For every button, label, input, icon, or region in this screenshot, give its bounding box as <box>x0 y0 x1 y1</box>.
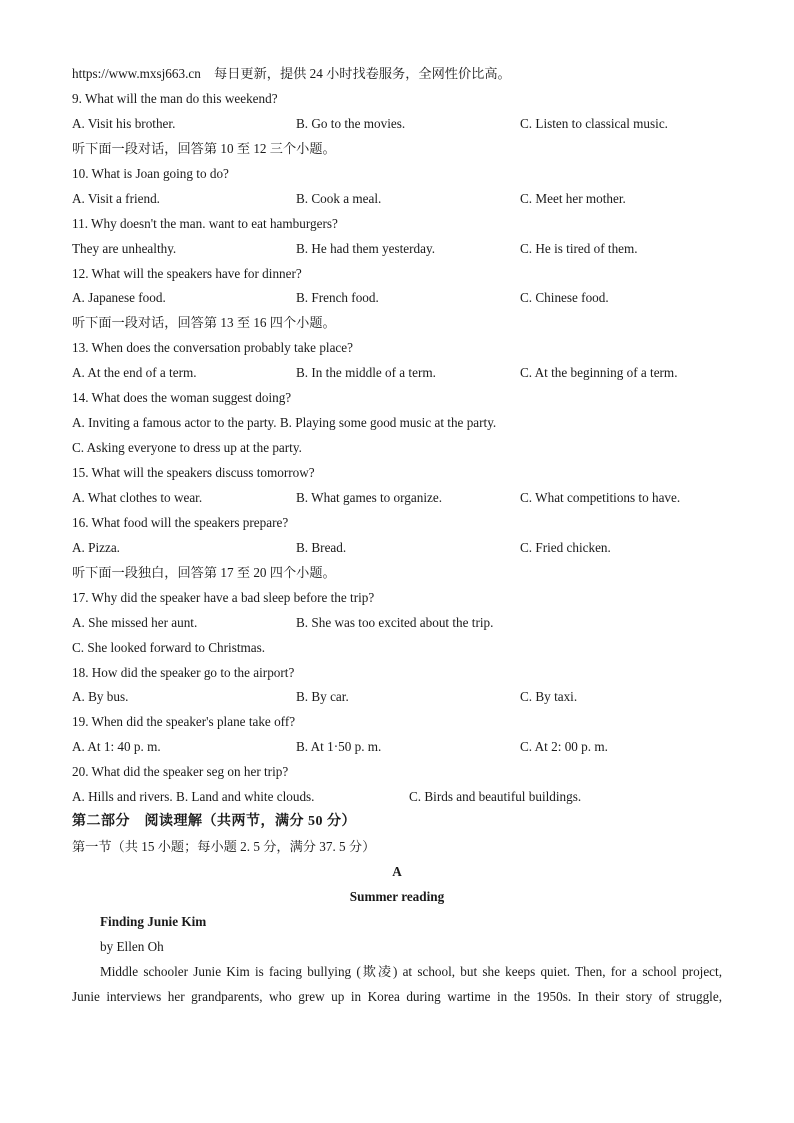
option-b: B. In the middle of a term. <box>296 365 436 381</box>
header-url: https://www.mxsj663.cn <box>72 66 201 81</box>
option-c: C. At the beginning of a term. <box>520 365 678 381</box>
options-17-c: C. She looked forward to Christmas. <box>72 639 266 655</box>
option-a: A. Visit his brother. <box>72 115 176 131</box>
instruction-10-12: 听下面一段对话，回答第 10 至 12 三个小题。 <box>72 140 336 156</box>
header-line <box>72 62 722 87</box>
question-12: 12. What will the speakers have for dinner? <box>72 265 302 281</box>
option-b: B. Go to the movies. <box>296 115 406 131</box>
option-a: A. At 1: 40 p. m. <box>72 739 161 755</box>
options-16 <box>72 536 722 561</box>
question-9: 9. What will the man do this weekend? <box>72 90 278 106</box>
options-15 <box>72 486 722 511</box>
options-14-ab: A. Inviting a famous actor to the party. B. Playing some good music at the party. <box>72 415 497 431</box>
question-13: 13. When does the conversation probably take place? <box>72 340 353 356</box>
options-14-c: C. Asking everyone to dress up at the party. <box>72 440 302 456</box>
option-b: B. He had them yesterday. <box>296 240 436 256</box>
option-b: B. Cook a meal. <box>296 190 382 206</box>
option-a: A. Visit a friend. <box>72 190 160 206</box>
part2-title: 第二部分 阅读理解（共两节，满分 50 分） <box>72 814 356 830</box>
options-9 <box>72 112 722 137</box>
option-a: A. What clothes to wear. <box>72 489 203 505</box>
option-c: C. At 2: 00 p. m. <box>520 739 608 755</box>
question-15: 15. What will the speakers discuss tomorrow? <box>72 465 315 480</box>
options-18 <box>72 685 722 710</box>
option-ab: A. Hills and rivers. B. Land and white clouds. <box>72 789 315 805</box>
option-a: A. Japanese food. <box>72 290 166 306</box>
question-14: 14. What does the woman suggest doing? <box>72 390 292 406</box>
instruction-17-20: 听下面一段独白，回答第 17 至 20 四个小题。 <box>72 564 336 580</box>
option-c: C. Meet her mother. <box>520 190 626 206</box>
question-10: 10. What is Joan going to do? <box>72 165 229 181</box>
option-b: B. At 1·50 p. m. <box>296 739 382 755</box>
options-10 <box>72 187 722 212</box>
option-c: C. He is tired of them. <box>520 240 638 256</box>
options-13 <box>72 361 722 386</box>
book-author: by Ellen Oh <box>100 938 164 954</box>
options-17 <box>72 611 722 636</box>
option-c: C. Listen to classical music. <box>520 115 668 131</box>
options-19 <box>72 735 722 760</box>
question-17: 17. Why did the speaker have a bad sleep before the trip? <box>72 589 375 605</box>
passage-letter: A <box>392 864 402 879</box>
option-c: C. By taxi. <box>520 689 578 705</box>
question-11: 11. Why doesn't the man. want to eat hamburgers? <box>72 215 338 231</box>
option-b: B. What games to organize. <box>296 489 443 505</box>
section1-title: 第一节（共 15 小题；每小题 2. 5 分，满分 37. 5 分） <box>72 839 376 855</box>
options-11 <box>72 237 722 262</box>
instruction-13-16: 听下面一段对话，回答第 13 至 16 四个小题。 <box>72 315 336 331</box>
option-a: A. She missed her aunt. <box>72 614 198 630</box>
option-b: B. Bread. <box>296 539 347 555</box>
question-18: 18. How did the speaker go to the airport? <box>72 664 295 680</box>
option-b: B. By car. <box>296 689 349 705</box>
option-c: C. What competitions to have. <box>520 489 681 505</box>
option-b: B. French food. <box>296 290 379 306</box>
options-20 <box>72 785 722 810</box>
question-20: 20. What did the speaker seg on her trip? <box>72 764 289 780</box>
question-16: 16. What food will the speakers prepare? <box>72 514 289 530</box>
passage-line-1: Middle schooler Junie Kim is facing bullying (欺凌) at school, but she keeps quiet. Then, for a school project, <box>100 963 722 979</box>
option-c: C. Birds and beautiful buildings. <box>409 789 582 805</box>
exam-page <box>72 62 722 1010</box>
question-19: 19. When did the speaker's plane take off? <box>72 714 296 730</box>
passage-title: Summer reading <box>349 888 445 904</box>
option-a: A. At the end of a term. <box>72 365 197 381</box>
header-slogan: 每日更新，提供 24 小时找卷服务，全网性价比高。 <box>214 66 511 81</box>
option-c: C. Chinese food. <box>520 290 609 306</box>
option-a: They are unhealthy. <box>72 240 177 256</box>
option-b: B. She was too excited about the trip. <box>296 614 494 630</box>
book-title: Finding Junie Kim <box>100 913 207 929</box>
option-a: A. By bus. <box>72 689 129 705</box>
passage-line-2: Junie interviews her grandparents, who grew up in Korea during wartime in the 1950s. In their story of struggle, <box>72 988 722 1004</box>
option-c: C. Fried chicken. <box>520 539 611 555</box>
option-a: A. Pizza. <box>72 539 120 555</box>
options-12 <box>72 286 722 311</box>
